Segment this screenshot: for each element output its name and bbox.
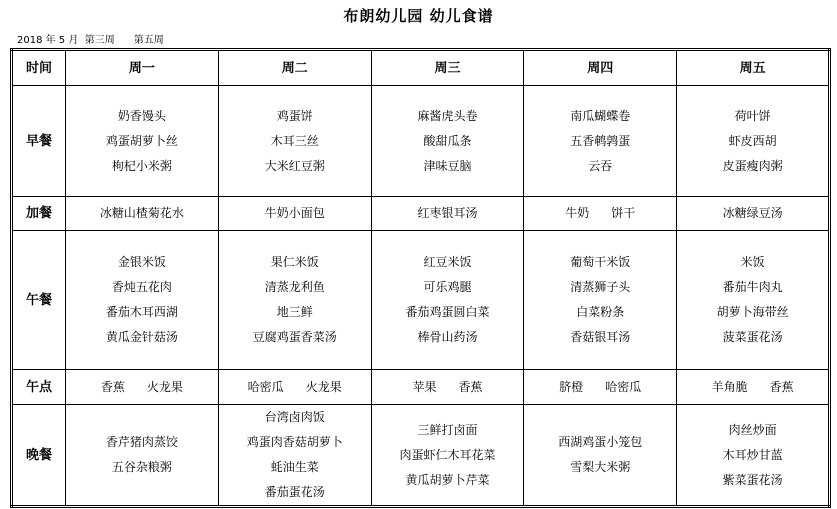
dish-item: 虾皮西胡: [728, 133, 777, 148]
header-row: [12, 50, 830, 86]
meal-label: 晚餐: [12, 405, 66, 507]
dish-item: 牛奶: [565, 206, 590, 220]
dish-item: 黄瓜胡萝卜芹菜: [405, 472, 490, 487]
dish-item: 葡萄干米饭: [570, 255, 631, 269]
menu-cell: [677, 197, 830, 231]
dish-item: 菠菜蛋花汤: [722, 330, 783, 344]
dish-item: 酸甜瓜条: [423, 133, 472, 148]
dish-item: 枸杞小米粥: [111, 158, 172, 173]
dish-item: 棒骨山药汤: [417, 330, 478, 344]
dish-item: 香炖五花肉: [111, 280, 172, 294]
dish-item: 雪梨大米粥: [570, 460, 631, 474]
header-day-thu: 周四: [524, 50, 677, 86]
menu-cell: [371, 86, 524, 197]
menu-cell: [371, 197, 524, 231]
dish-item: 米饭: [740, 255, 765, 269]
menu-cell: [677, 86, 830, 197]
meal-row-snack: [12, 197, 830, 231]
dish-item: 清蒸狮子头: [570, 280, 631, 294]
dish-item: 香蕉: [100, 379, 125, 394]
meal-row-lunch: [12, 231, 830, 370]
dish-item: 火龙果: [146, 379, 183, 394]
menu-cell: [524, 370, 677, 405]
dish-item: 香菇银耳汤: [570, 330, 631, 344]
dish-item: 木耳炒甘蓝: [722, 447, 783, 462]
menu-cell: [371, 370, 524, 405]
dish-item: 三鲜打卤面: [417, 422, 478, 437]
meal-row-dinner: [12, 405, 830, 507]
dish-item: 胡萝卜海带丝: [716, 305, 789, 319]
dish-item: 脐橙: [559, 379, 584, 394]
meal-row-afternoon-snack: [12, 370, 830, 405]
menu-cell: [66, 405, 219, 507]
header-day-mon: 周一: [66, 50, 219, 86]
dish-item: 番茄蛋花汤: [264, 485, 325, 499]
dish-item: 牛奶小面包: [264, 206, 325, 220]
header-day-wed: 周三: [371, 50, 524, 86]
dish-item: 鸡蛋胡萝卜丝: [105, 133, 178, 148]
menu-cell: [524, 86, 677, 197]
header-day-tue: 周二: [218, 50, 371, 86]
dish-item: 香蕉: [458, 379, 483, 394]
menu-cell: [218, 370, 371, 405]
menu-cell: [66, 231, 219, 370]
dish-item: 五谷杂粮粥: [111, 460, 172, 474]
dish-item: 南瓜蝴蝶卷: [570, 108, 631, 123]
menu-cell: [66, 86, 219, 197]
menu-cell: [677, 370, 830, 405]
menu-cell: [371, 405, 524, 507]
week-info: 2018 年 5 月 第三周 第五周: [17, 35, 164, 46]
dish-item: 荷叶饼: [734, 108, 771, 123]
meal-label: 早餐: [12, 86, 66, 197]
dish-item: 香芹猪肉蒸饺: [105, 435, 178, 449]
dish-item: 大米红豆粥: [264, 158, 325, 173]
menu-cell: [677, 231, 830, 370]
menu-cell: [524, 197, 677, 231]
header-time: 时间: [12, 50, 66, 86]
dish-item: 五香鹌鹑蛋: [570, 133, 631, 148]
dish-item: 果仁米饭: [270, 255, 319, 269]
menu-cell: [218, 405, 371, 507]
menu-cell: [524, 405, 677, 507]
dish-item: 云吞: [588, 158, 613, 173]
dish-item: 番茄牛肉丸: [722, 280, 783, 294]
dish-item: 津味豆脑: [423, 158, 472, 173]
dish-item: 鸡蛋肉香菇胡萝卜: [246, 435, 343, 449]
dish-item: 番茄鸡蛋圆白菜: [405, 305, 490, 319]
dish-item: 肉蛋虾仁木耳花菜: [399, 447, 496, 462]
dish-item: 冰糖绿豆汤: [722, 206, 783, 220]
dish-item: 奶香馒头: [117, 108, 166, 123]
dish-item: 可乐鸡腿: [423, 280, 472, 294]
meal-label: 午点: [12, 370, 66, 405]
menu-table: [10, 48, 831, 508]
dish-item: 哈密瓜: [605, 379, 642, 394]
header-day-fri: 周五: [677, 50, 830, 86]
dish-item: 白菜粉条: [576, 305, 625, 319]
dish-item: 红枣银耳汤: [417, 206, 478, 220]
dish-item: 台湾卤肉饭: [264, 410, 325, 424]
menu-cell: [66, 197, 219, 231]
dish-item: 麻酱虎头卷: [417, 108, 478, 123]
dish-item: 苹果: [412, 379, 437, 394]
menu-cell: [218, 197, 371, 231]
dish-item: 皮蛋瘦肉粥: [722, 158, 783, 173]
dish-item: 鸡蛋饼: [276, 108, 313, 123]
page-title: 布朗幼儿园 幼儿食谱: [343, 7, 494, 25]
dish-item: 香蕉: [769, 379, 794, 394]
menu-cell: [677, 405, 830, 507]
dish-item: 木耳三丝: [270, 133, 319, 148]
dish-item: 豆腐鸡蛋香菜汤: [252, 330, 337, 344]
dish-item: 紫菜蛋花汤: [722, 472, 783, 487]
dish-item: 蚝油生菜: [270, 460, 319, 474]
dish-item: 清蒸龙利鱼: [264, 280, 325, 294]
meal-label: 加餐: [12, 197, 66, 231]
dish-item: 肉丝炒面: [728, 422, 777, 437]
menu-cell: [371, 231, 524, 370]
dish-item: 羊角脆: [711, 379, 748, 394]
menu-cell: [66, 370, 219, 405]
dish-item: 红豆米饭: [423, 255, 472, 269]
menu-cell: [218, 86, 371, 197]
dish-item: 冰糖山楂菊花水: [99, 206, 184, 220]
menu-cell: [218, 231, 371, 370]
meal-row-breakfast: [12, 86, 830, 197]
dish-item: 金银米饭: [117, 255, 166, 269]
dish-item: 黄瓜金针菇汤: [105, 330, 178, 344]
dish-item: 饼干: [611, 206, 636, 220]
dish-item: 火龙果: [305, 379, 342, 394]
dish-item: 哈密瓜: [247, 379, 284, 394]
meal-label: 午餐: [12, 231, 66, 370]
dish-item: 番茄木耳西湖: [105, 305, 178, 319]
dish-item: 西湖鸡蛋小笼包: [558, 435, 643, 449]
menu-cell: [524, 231, 677, 370]
dish-item: 地三鲜: [276, 305, 313, 319]
